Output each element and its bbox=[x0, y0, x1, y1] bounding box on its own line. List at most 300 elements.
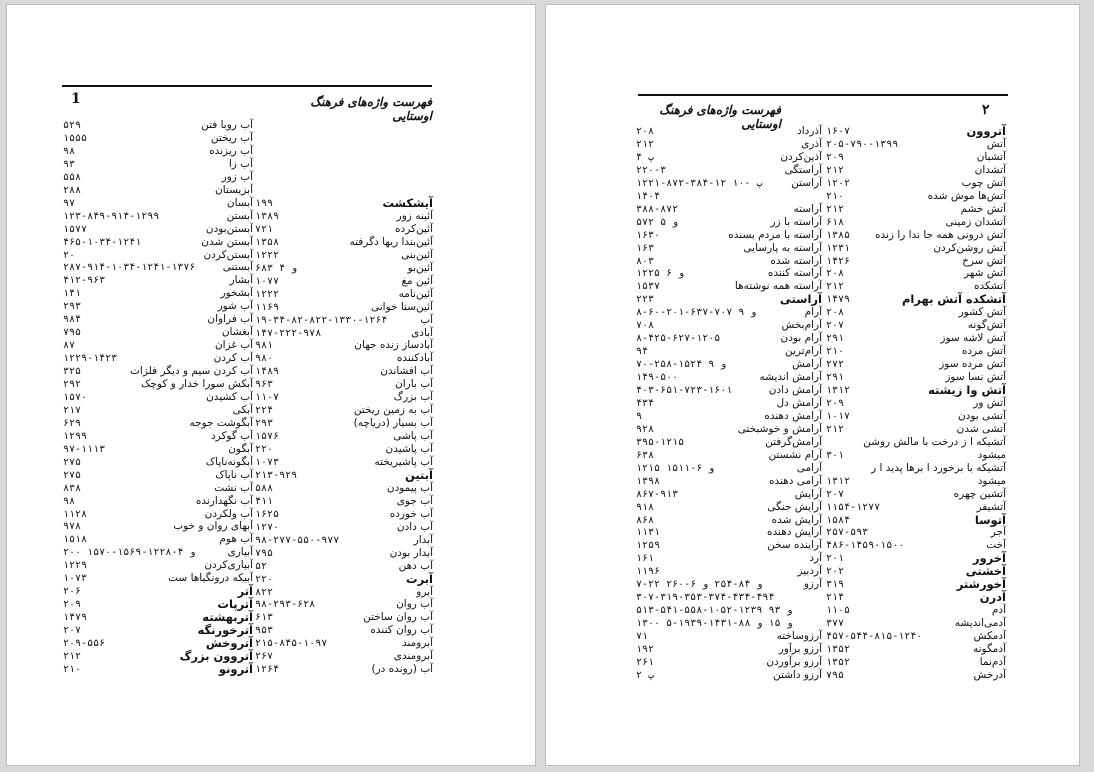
index-entry bbox=[636, 514, 822, 527]
entry-word: آب غزان bbox=[214, 339, 253, 352]
entry-word: آراسته کننده bbox=[767, 267, 822, 280]
index-entry bbox=[255, 547, 433, 560]
index-entry bbox=[636, 151, 822, 164]
index-entry bbox=[255, 223, 433, 236]
index-entry bbox=[255, 404, 433, 417]
entry-word: آب افشاندن bbox=[380, 365, 433, 378]
entry-word: آدرخش bbox=[973, 668, 1006, 681]
entry-word: آتر bbox=[237, 584, 253, 599]
entry-word: آرامش و خوشبختی bbox=[737, 422, 822, 435]
entry-word: آبستنی bbox=[222, 261, 253, 274]
entry-word: آتش خشم bbox=[960, 202, 1006, 215]
entry-page-refs: ۵۲ bbox=[255, 560, 268, 572]
entry-word: آترخورنگه bbox=[197, 623, 253, 638]
entry-word: آبستن شدن bbox=[201, 235, 253, 248]
entry-page-refs: ۱۳۸۵ bbox=[826, 229, 851, 241]
index-entry bbox=[63, 145, 253, 158]
index-entry bbox=[63, 184, 253, 197]
index-entry bbox=[63, 495, 253, 508]
entry-word: آرام بودن bbox=[780, 332, 822, 345]
index-entry bbox=[636, 319, 822, 332]
index-entry bbox=[63, 572, 253, 585]
entry-page-refs: ۷۰۸ bbox=[636, 320, 655, 332]
entry-page-refs: ۹۷۸ bbox=[63, 521, 82, 533]
entry-word: آبزیستان bbox=[214, 183, 253, 196]
entry-word: آب دهن bbox=[398, 559, 433, 572]
entry-page-refs: ۳۰۱ bbox=[826, 449, 845, 461]
index-entry bbox=[636, 306, 822, 319]
entry-page-refs: ۷۹۵ bbox=[255, 547, 274, 559]
entry-page-refs: ۶۲۹ bbox=[63, 417, 82, 429]
index-entry bbox=[63, 443, 253, 456]
entry-word: آبهای روان و خوب bbox=[173, 520, 253, 533]
index-entry bbox=[255, 598, 433, 611]
index-entry bbox=[826, 293, 1006, 306]
entry-word: آئین‌سنا خوانی bbox=[370, 300, 433, 313]
entry-page-refs: ۲۸۸ bbox=[63, 184, 82, 196]
entry-page-refs: ۲۰۸ bbox=[636, 126, 655, 137]
entry-word: آتشی شدن bbox=[956, 422, 1006, 435]
index-entry bbox=[255, 521, 433, 534]
entry-word: آتروون bbox=[966, 124, 1006, 138]
entry-word: آب ناپاک bbox=[215, 468, 253, 481]
entry-word: آتش سرخ bbox=[962, 254, 1006, 267]
entry-word: آتربهشته bbox=[202, 610, 253, 625]
entry-page-refs: ۲۲۰ bbox=[255, 573, 274, 585]
entry-word: آتشی بودن bbox=[957, 409, 1006, 422]
index-entry bbox=[636, 565, 822, 578]
index-entry bbox=[63, 274, 253, 287]
entry-word: آتشیفر bbox=[976, 500, 1006, 513]
entry-word: آرامی bbox=[796, 461, 822, 474]
entry-word: آتشکده bbox=[973, 280, 1006, 293]
entry-word: آراسته با زر bbox=[770, 215, 822, 228]
index-entry bbox=[255, 469, 433, 482]
index-entry bbox=[636, 267, 822, 280]
entry-page-refs: ۴۰۳-۶۵۱-۷۲۳-۱۶۰۱ bbox=[636, 385, 733, 396]
entry-word: آبگوشت جوجه bbox=[189, 416, 253, 429]
entry-word: آئین‌بو bbox=[407, 261, 433, 274]
index-entry bbox=[826, 604, 1006, 617]
index-entry bbox=[255, 560, 433, 573]
index-entry bbox=[826, 397, 1006, 410]
entry-word: آرام‌ترین bbox=[784, 345, 822, 358]
entry-word: آتروون بزرگ bbox=[179, 648, 253, 663]
entry-page-refs: ۱۴۷-۲۲۲-۹۷۸ bbox=[255, 327, 322, 339]
index-entry bbox=[636, 604, 822, 617]
entry-page-refs: ۱۴۲۶ bbox=[826, 255, 851, 267]
entry-page-refs: ۲۸۷-۹۱۴-۱۰۳۴-۱۲۴۱-۱۳۷۶ bbox=[63, 262, 196, 274]
entry-page-refs: ۲۶۱ bbox=[636, 656, 655, 668]
index-entry bbox=[826, 229, 1006, 242]
entry-page-refs: ۱۲۱۵ و ۶-۱۵۱۱ bbox=[636, 462, 715, 474]
entry-page-refs: ۱۱۳۱ bbox=[636, 527, 661, 539]
entry-page-refs: ۶۱۳ bbox=[255, 612, 274, 624]
entry-word: آرام نشستن bbox=[768, 448, 822, 461]
index-entry bbox=[636, 293, 822, 306]
entry-word: آب کردن bbox=[213, 352, 253, 365]
entry-word: آب به زمین ریختن bbox=[353, 404, 433, 417]
entry-word: آتش وا زیشته bbox=[928, 383, 1006, 397]
entry-word: آدمکش bbox=[973, 630, 1006, 643]
index-entry bbox=[636, 630, 822, 643]
index-entry bbox=[636, 526, 822, 539]
entry-page-refs: ۱۰۱۷ bbox=[826, 410, 851, 422]
entry-word: آذرداد bbox=[797, 125, 822, 137]
index-entry bbox=[826, 164, 1006, 177]
index-entry bbox=[826, 436, 1006, 449]
entry-page-refs: ۹۴ bbox=[636, 346, 649, 358]
entry-word: آرزو برآور bbox=[778, 643, 822, 655]
index-entry bbox=[63, 223, 253, 236]
entry-page-refs: ۲۱۰ bbox=[826, 346, 845, 358]
entry-page-refs: ۷۲۱ bbox=[255, 223, 274, 235]
entry-word: آب ریزنده bbox=[209, 144, 253, 157]
entry-page-refs: ۲۰۷ bbox=[826, 320, 845, 332]
entry-page-refs: ۲۲۴ bbox=[255, 405, 274, 417]
entry-page-refs: ۵۲۹ bbox=[63, 120, 82, 131]
entry-page-refs: ۱۳۵۲ bbox=[826, 656, 851, 668]
entry-word: آب زور bbox=[221, 170, 253, 183]
entry-page-refs: ۱۶۳ bbox=[636, 242, 655, 254]
entry-word: آب پیمودن bbox=[386, 481, 433, 494]
entry-word: آب پاشی bbox=[393, 430, 433, 443]
entry-word: آئین‌نامه bbox=[398, 287, 433, 300]
index-entry bbox=[636, 203, 822, 216]
entry-page-refs: ۱۱۰۵ bbox=[826, 605, 851, 617]
entry-word: آب زا bbox=[228, 157, 253, 170]
index-entry bbox=[255, 275, 433, 288]
entry-page-refs: ۵۱۳-۵۴۱-۵۵۸-۱۰۵۲-۱۲۳۹ و ۹۳ bbox=[636, 605, 793, 617]
entry-word: آراسته با مردم بسنده bbox=[728, 228, 822, 241]
index-entry bbox=[255, 482, 433, 495]
entry-word: آب کشیدن bbox=[206, 390, 253, 403]
entry-page-refs: ۲۱۲ bbox=[826, 164, 845, 176]
index-entry bbox=[255, 443, 433, 456]
entry-word: آدمی‌اندیشه bbox=[954, 617, 1006, 630]
entry-word: آخرور bbox=[972, 551, 1006, 566]
entry-page-refs: ۸۲۲ bbox=[255, 586, 274, 598]
entry-word: آترپات bbox=[217, 597, 253, 612]
index-entry bbox=[826, 591, 1006, 604]
index-entry bbox=[63, 132, 253, 145]
index-entry bbox=[255, 430, 433, 443]
entry-page-refs: ۱۵۷۶ bbox=[255, 431, 280, 443]
entry-page-refs: ۱۹-۳۴-۸۲-۸۲۲-۱۳۳۰-۱۲۶۴ bbox=[255, 314, 388, 326]
entry-page-refs: ۱۶۱ bbox=[636, 553, 655, 565]
entry-word: آب پاشیدن bbox=[385, 443, 433, 456]
index-entry bbox=[636, 125, 822, 138]
entry-word: آتشدان bbox=[974, 163, 1006, 176]
entry-page-refs: ۱۱۶۹ bbox=[255, 301, 280, 313]
entry-word: آبستن‌کردن bbox=[203, 248, 253, 261]
index-entry bbox=[63, 456, 253, 469]
entry-word: آتش مرده سوز bbox=[939, 358, 1006, 371]
index-entry bbox=[255, 301, 433, 314]
entry-word: آب روان کننده bbox=[370, 624, 433, 637]
entry-page-refs: ۱۵۷۷ bbox=[63, 223, 88, 235]
entry-page-refs: ۱۲۲۲ bbox=[255, 288, 280, 300]
index-entry bbox=[255, 508, 433, 521]
entry-page-refs: ۲۰۹ bbox=[826, 151, 845, 163]
entry-word: آجر bbox=[990, 526, 1006, 539]
index-entry bbox=[826, 423, 1006, 436]
entry-page-refs: ۸۰۳ bbox=[636, 255, 655, 267]
entry-word: آتش شهر bbox=[964, 267, 1006, 280]
entry-word: آب bbox=[420, 313, 433, 326]
entry-page-refs: ۱۶۲۵ bbox=[255, 508, 280, 520]
header-rule bbox=[638, 94, 1008, 96]
index-entry bbox=[826, 526, 1006, 539]
index-entry bbox=[255, 495, 433, 508]
entry-word: آب نگهدارنده bbox=[195, 494, 253, 507]
entry-word: آبرومند bbox=[401, 637, 433, 650]
entry-page-refs: ۳۰۷-۳۱۹-۳۵۳-۳۷۴-۴۳۴-۴۹۴ bbox=[636, 592, 775, 604]
index-entry bbox=[63, 197, 253, 210]
index-entry bbox=[636, 216, 822, 229]
entry-page-refs: ۲۹۳ bbox=[255, 418, 274, 430]
entry-page-refs: ۱۴۹-۵۰۰ bbox=[636, 372, 679, 384]
entry-word: آتشیکه ا ز درخت با مالش روشن bbox=[863, 435, 1006, 448]
entry-word: آبگون bbox=[228, 442, 253, 455]
entry-word: آبدار bbox=[413, 533, 433, 546]
entry-word: آبکش سورا خدار و کوچک bbox=[141, 378, 253, 390]
entry-word: آرد bbox=[809, 552, 822, 565]
entry-word: آبتین bbox=[405, 467, 433, 482]
entry-word: آرامش دل bbox=[776, 396, 822, 409]
index-entry bbox=[255, 573, 433, 586]
index-entry bbox=[636, 643, 822, 656]
index-entry bbox=[63, 171, 253, 184]
entry-page-refs: ۱۲۲۹ bbox=[63, 560, 88, 572]
entry-word: آب خورده bbox=[389, 507, 433, 520]
index-entry bbox=[255, 197, 433, 210]
entry-page-refs: ۲۰۱ bbox=[826, 553, 845, 565]
entry-word: آبستن‌بودن bbox=[205, 222, 253, 235]
header-rule bbox=[62, 85, 432, 87]
entry-word: آتشدان زمینی bbox=[945, 215, 1006, 228]
index-entry bbox=[255, 378, 433, 391]
entry-word: آبرو bbox=[416, 585, 433, 598]
entry-word: آذین‌کردن bbox=[780, 150, 822, 163]
entry-word: آرام bbox=[804, 306, 822, 319]
entry-page-refs: ۲۰۹-۵۵۶ bbox=[63, 638, 106, 649]
index-entry bbox=[636, 242, 822, 255]
index-entry bbox=[63, 378, 253, 391]
index-entry bbox=[826, 319, 1006, 332]
entry-word: آبشخور bbox=[220, 287, 253, 300]
entry-page-refs: ۴۱۲-۹۶۳ bbox=[63, 275, 106, 287]
index-entry bbox=[255, 650, 433, 663]
index-entry bbox=[826, 578, 1006, 591]
entry-page-refs: ۲۰۸ bbox=[826, 268, 845, 280]
index-entry bbox=[826, 488, 1006, 501]
index-entry bbox=[255, 210, 433, 223]
index-entry bbox=[826, 656, 1006, 669]
entry-page-refs: ۱۹۲ bbox=[636, 644, 655, 655]
entry-word: آتش bbox=[986, 137, 1006, 150]
index-entry bbox=[826, 306, 1006, 319]
entry-word: آرزوساخته bbox=[776, 630, 822, 643]
entry-word: آراسته شده bbox=[770, 254, 822, 267]
entry-page-refs: ۲۶۷ bbox=[255, 651, 274, 663]
index-entry bbox=[63, 508, 253, 521]
entry-word: آئینه زور bbox=[396, 209, 433, 222]
index-entry bbox=[63, 300, 253, 313]
entry-page-refs: ۹۸-۲۹۳-۶۲۸ bbox=[255, 599, 316, 611]
entry-page-refs: ۱۴۷۹ bbox=[826, 294, 851, 306]
index-entry bbox=[826, 358, 1006, 371]
index-entry bbox=[63, 559, 253, 572]
entry-page-refs: ۲۱۰ bbox=[826, 190, 845, 202]
entry-page-refs: ۹۵۳ bbox=[255, 625, 274, 637]
index-entry bbox=[636, 552, 822, 565]
index-entry bbox=[826, 643, 1006, 656]
entry-page-refs: ۱۱۲۸ bbox=[63, 508, 88, 520]
entry-page-refs: ۱۰۷۳ bbox=[63, 573, 88, 585]
index-entry bbox=[636, 449, 822, 462]
running-header: فهرست واژه‌های فرهنگ اوستایی bbox=[310, 95, 432, 123]
entry-word: آراسته به پارسایی bbox=[743, 241, 822, 254]
entry-page-refs: ۲۲۰ bbox=[255, 444, 274, 456]
entry-word: آتش لاشه سوز bbox=[940, 332, 1006, 345]
entry-page-refs: ۱۳۸۹ bbox=[255, 210, 280, 222]
entry-page-refs: ۱۲۹۹ bbox=[63, 430, 88, 442]
entry-page-refs: ۴۸۶-۱۴۵۹-۱۵۰۰ bbox=[826, 540, 905, 552]
index-entry bbox=[63, 469, 253, 482]
entry-page-refs: ۲۰۹ bbox=[63, 599, 82, 611]
entry-page-refs: ۲۷۵ bbox=[63, 469, 82, 481]
entry-page-refs: ۱۴۱ bbox=[63, 288, 82, 300]
index-entry bbox=[826, 475, 1006, 488]
entry-word: آدرن bbox=[979, 590, 1006, 605]
entry-page-refs: ۲۰۵-۷۹۰-۱۳۹۹ bbox=[826, 138, 899, 150]
entry-word: آراستن bbox=[791, 176, 822, 189]
entry-page-refs: ۱۵۸۴ bbox=[826, 514, 851, 526]
entry-page-refs: ۲۰۹ bbox=[826, 397, 845, 409]
entry-word: آتش مرده bbox=[961, 345, 1006, 358]
entry-page-refs: ۱۵۱۸ bbox=[63, 534, 88, 546]
entry-page-refs: ۲۹۱ bbox=[826, 372, 845, 384]
right-page bbox=[545, 4, 1080, 766]
index-entry bbox=[636, 164, 822, 177]
entry-word: آتشکده آتش بهرام bbox=[901, 292, 1006, 307]
entry-word: آب جوی bbox=[396, 494, 433, 507]
entry-word: آرام‌بخش bbox=[781, 319, 822, 332]
entry-page-refs: ۴۵۷-۵۴۴-۸۱۵-۱۲۴۰ bbox=[826, 631, 923, 643]
entry-word: آرامش اندیشه bbox=[759, 371, 822, 384]
index-entry bbox=[255, 365, 433, 378]
entry-page-refs: ۱۳۱۲ bbox=[826, 475, 851, 487]
entry-page-refs: ۲۱۲ bbox=[826, 281, 845, 293]
entry-page-refs: ۸۶۷-۹۱۳ bbox=[636, 488, 679, 500]
entry-word: آب بزرگ bbox=[393, 391, 433, 404]
entry-word: آتروخش bbox=[205, 636, 253, 650]
entry-page-refs: ۱۲۲۵ و ۶ bbox=[636, 268, 685, 280]
index-entry bbox=[636, 345, 822, 358]
entry-page-refs: ۱۲۷۰ bbox=[255, 521, 280, 533]
index-entry bbox=[826, 190, 1006, 203]
entry-page-refs: ۴۶۵-۱۰۳۴-۱۲۴۱ bbox=[63, 236, 142, 248]
entry-word: آذری bbox=[801, 137, 822, 150]
entry-page-refs: ۷۹۵ bbox=[63, 327, 82, 339]
entry-page-refs: ۱۲۲۹-۱۴۲۳ bbox=[63, 353, 118, 365]
entry-page-refs: ۳۲۵ bbox=[63, 366, 82, 378]
entry-word: آب گوکرد bbox=[210, 429, 253, 442]
entry-page-refs: ۱۲۳-۸۴۹-۹۱۴-۱۲۹۹ bbox=[63, 210, 160, 222]
entry-page-refs: ۹۸ bbox=[63, 495, 76, 507]
index-entry bbox=[63, 404, 253, 417]
index-entry bbox=[636, 177, 822, 190]
entry-page-refs: ۱۶۳۰ bbox=[636, 229, 661, 241]
page-number: ۲ bbox=[982, 102, 990, 118]
index-entry bbox=[63, 119, 253, 132]
entry-word: آرایش bbox=[794, 487, 822, 500]
index-entry bbox=[636, 358, 822, 371]
index-entry bbox=[63, 261, 253, 274]
entry-page-refs: ۱۳۰۰ و ۱۵ و ۸۸-۱۴۳۱-۱۹۳۹-۵ bbox=[636, 618, 793, 630]
entry-word: آبادساز زنده جهان bbox=[354, 339, 433, 352]
index-entry bbox=[636, 669, 822, 682]
entry-word: میشود bbox=[977, 448, 1006, 461]
index-entry bbox=[255, 327, 433, 340]
index-entry bbox=[636, 384, 822, 397]
entry-word: آرایش دهنده bbox=[767, 526, 822, 539]
entry-word: آب پاشیریخته bbox=[374, 456, 433, 468]
entry-page-refs: ۱۲۳۱ bbox=[826, 242, 851, 254]
index-entry bbox=[826, 203, 1006, 216]
index-entry bbox=[63, 326, 253, 339]
index-entry bbox=[255, 637, 433, 650]
entry-page-refs: ۱۰۷۳ bbox=[255, 457, 280, 468]
entry-page-refs: ۲۹۲ bbox=[63, 379, 82, 390]
entry-page-refs: ۹۷-۱۱۱۳ bbox=[63, 443, 106, 455]
index-entry bbox=[63, 352, 253, 365]
entry-page-refs: ۵۷۲ و ۵ bbox=[636, 216, 679, 228]
index-entry bbox=[636, 423, 822, 436]
index-entry bbox=[63, 482, 253, 495]
entry-page-refs: ۱۲۶۴ bbox=[255, 664, 280, 676]
entry-page-refs: ۱۱۵۴-۱۲۷۷ bbox=[826, 501, 881, 513]
entry-word: آب روان bbox=[396, 598, 433, 611]
entry-word: آب (رونده در) bbox=[371, 663, 433, 676]
entry-word: آراستی bbox=[779, 292, 822, 307]
entry-page-refs: ۱۵۷۰ bbox=[63, 391, 88, 403]
entry-word: آتش کشور bbox=[958, 306, 1006, 319]
entry-word: آرایش شده bbox=[771, 513, 822, 526]
entry-word: آبغشان bbox=[221, 326, 253, 339]
entry-word: آب فراوان bbox=[207, 313, 253, 326]
entry-word: آدم bbox=[991, 604, 1006, 617]
entry-word: آتش چوب bbox=[961, 176, 1006, 189]
index-entry bbox=[63, 650, 253, 663]
entry-word: آتش روشن‌کردن bbox=[933, 241, 1006, 254]
entry-page-refs: ۷-۲۲ و ۸۴-۲۵۴ و ۶-۲۶۰ bbox=[636, 579, 763, 591]
entry-word: آبستن bbox=[226, 209, 253, 222]
index-entry bbox=[636, 656, 822, 669]
entry-word: آراسته همه نوشته‌ها bbox=[734, 280, 822, 293]
entry-page-refs: ۲۱۵-۸۴۵-۱۰۹۷ bbox=[255, 638, 328, 650]
entry-page-refs: ۹ bbox=[636, 410, 643, 422]
entry-word: آب دادن bbox=[396, 520, 433, 533]
index-entry bbox=[63, 236, 253, 249]
index-entry bbox=[826, 630, 1006, 643]
index-entry bbox=[826, 332, 1006, 345]
entry-page-refs: ۴۳۴ bbox=[636, 397, 655, 409]
entry-word: آراسته bbox=[793, 202, 822, 215]
index-entry bbox=[63, 339, 253, 352]
index-entry bbox=[63, 210, 253, 223]
